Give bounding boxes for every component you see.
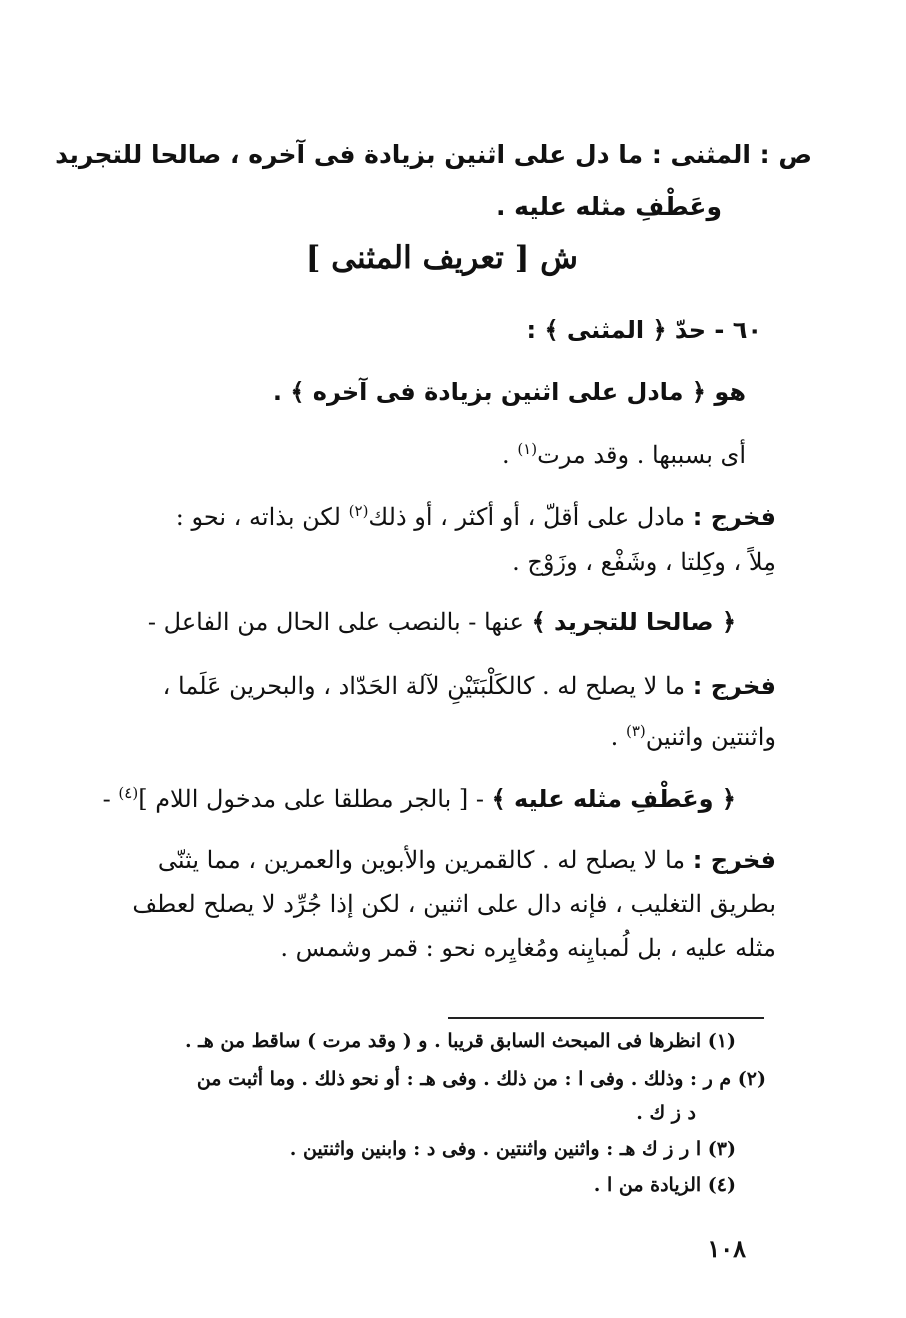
- definition-note: [502, 440, 746, 469]
- matn-line-2: وعَطْفِ مثله عليه .: [495, 192, 722, 221]
- footnote-1: (١) انظرها فى المبحث السابق قريبا . و ( وقد مرت ) ساقط من هـ .: [184, 1030, 736, 1052]
- para1-label: فخرج :: [692, 503, 776, 531]
- para3-text: ما لا يصلح له . كالكَلْبَتَيْنِ لآلة الحَدّاد ، والبحرين عَلَما ،: [162, 672, 686, 700]
- footnote-2-line1: (٢) م ر : وذلك . وفى ا : من ذلك . وفى هـ : أو نحو ذلك . وما أثبت من: [196, 1068, 766, 1090]
- para5-line1-text: ما لا يصلح له . كالقمرين والأبوين والعمرين ، مما يثنّى: [157, 846, 686, 874]
- page-number: ١٠٨: [707, 1234, 746, 1263]
- footnote-ref-3[interactable]: (٣): [625, 722, 646, 740]
- para3-line2-text: واثنتين واثنين: [645, 723, 776, 751]
- footnote-ref-4[interactable]: (٤): [118, 784, 139, 802]
- para5-line1: [158, 846, 776, 874]
- para3-end: .: [610, 723, 619, 751]
- para4-phrase: ﴿ وعَطْفِ مثله عليه ﴾: [491, 785, 736, 813]
- para1-line2: مِلاً ، وكِلتا ، وشَفْع ، وزَوْج .: [512, 548, 776, 576]
- para2-phrase: ﴿ صالحا للتجريد ﴾: [531, 608, 736, 636]
- section-heading: ش [ تعريف المثنى ]: [305, 240, 578, 276]
- footnote-separator: [448, 1017, 764, 1019]
- para2-rest: عنها - بالنصب على الحال من الفاعل -: [147, 608, 524, 636]
- footnote-2-line2: د ز ك .: [636, 1102, 696, 1124]
- para4-rest: - [ بالجر مطلقا على مدخول اللام ]: [138, 785, 484, 813]
- matn-line-1: ص : المثنى : ما دل على اثنين بزيادة فى آخره ، صالحا للتجريد: [55, 140, 812, 169]
- definition-note-text: أى بسببها . وقد مرت: [537, 441, 746, 469]
- footnote-ref-2[interactable]: (٢): [348, 502, 369, 520]
- footnote-4: (٤) الزيادة من ا .: [593, 1174, 736, 1196]
- para1-text-b: لكن بذاته ، نحو :: [175, 503, 341, 531]
- definition-title: ٦٠ - حدّ ﴿ المثنى ﴾ :: [526, 316, 762, 344]
- definition-line: هو ﴿ مادل على اثنين بزيادة فى آخره ﴾ .: [272, 378, 746, 406]
- definition-note-end: .: [502, 441, 510, 469]
- para3-line2: [611, 722, 776, 751]
- para5-label: فخرج :: [692, 846, 776, 874]
- footnote-3: (٣) ا ر ز ك هـ : واثنين واثنتين . وفى د : وابنين واثنتين .: [289, 1138, 736, 1160]
- para5-line2: بطريق التغليب ، فإنه دال على اثنين ، لكن إذا جُرِّد لا يصلح لعطف: [132, 890, 776, 918]
- para4-end: -: [102, 785, 111, 813]
- para3-line1: [163, 672, 776, 700]
- para1-line1: [176, 502, 776, 531]
- para2-line: [148, 608, 736, 636]
- para5-line3: مثله عليه ، بل لُمبايِنه ومُغايِره نحو : قمر وشمس .: [280, 934, 776, 962]
- footnote-ref-1[interactable]: (١): [517, 440, 538, 458]
- para3-label: فخرج :: [692, 672, 776, 700]
- para1-text-a: مادل على أقلّ ، أو أكثر ، أو ذلك: [368, 503, 686, 531]
- para4-line: [103, 784, 736, 813]
